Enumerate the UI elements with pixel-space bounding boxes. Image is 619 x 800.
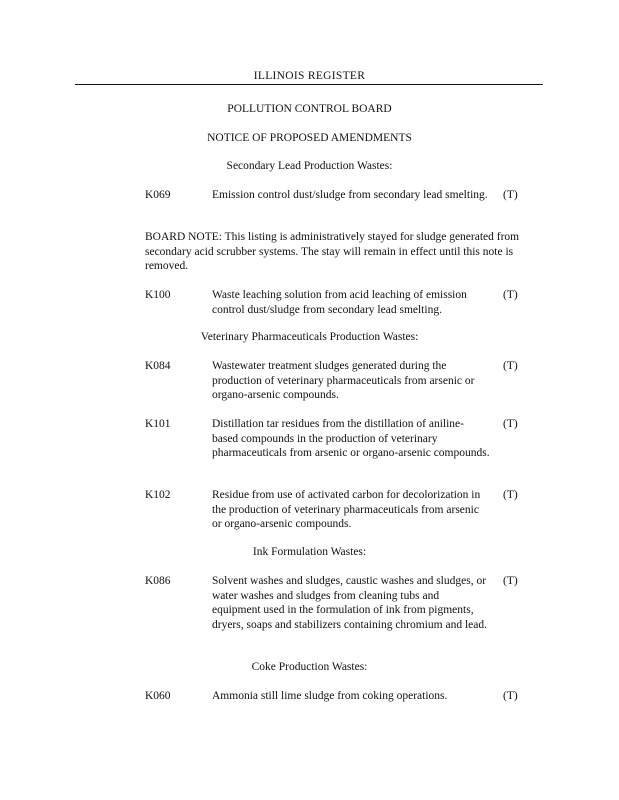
waste-code-k086: K086 [145, 575, 171, 587]
waste-code-k069: K069 [145, 189, 171, 201]
waste-class-k084: (T) [503, 360, 518, 372]
board-title: POLLUTION CONTROL BOARD [227, 103, 392, 115]
waste-class-k101: (T) [503, 418, 518, 430]
board-note: BOARD NOTE: This listing is administratively stayed for sludge generated from secondary acid scrubber systems. The stay will remain in effect until this note is removed. [145, 231, 520, 272]
header-rule [75, 84, 543, 85]
waste-desc-k102: Residue from use of activated carbon for decolorization in the production of veterinary pharmaceuticals from arsenic or organo-arsenic compounds. [212, 489, 481, 530]
waste-desc-k084: Wastewater treatment sludges generated during the production of veterinary pharmaceuticals from arsenic or organo-arsenic compounds. [212, 360, 475, 401]
section-heading-coke: Coke Production Wastes: [251, 661, 368, 673]
waste-class-k100: (T) [503, 289, 518, 301]
waste-desc-k086: Solvent washes and sludges, caustic washes and sludges, or water washes and sludges from cleaning tubs and equipment used in the formulation of ink from pigments, dryers, soaps and stabilizers containing chromium and lead. [212, 575, 487, 631]
waste-code-k084: K084 [145, 360, 171, 372]
waste-code-k060: K060 [145, 690, 171, 702]
waste-desc-k060: Ammonia still lime sludge from coking operations. [212, 690, 448, 702]
section-heading-ink: Ink Formulation Wastes: [252, 546, 367, 558]
waste-desc-k101: Distillation tar residues from the distillation of aniline-based compounds in the production of veterinary pharmaceuticals from arsenic or organo-arsenic compounds. [212, 418, 490, 459]
waste-code-k102: K102 [145, 489, 171, 501]
waste-class-k060: (T) [503, 690, 518, 702]
waste-desc-k100: Waste leaching solution from acid leaching of emission control dust/sludge from secondary lead smelting. [212, 289, 467, 316]
waste-code-k100: K100 [145, 289, 171, 301]
waste-class-k069: (T) [503, 189, 518, 201]
waste-class-k102: (T) [503, 489, 518, 501]
notice-title: NOTICE OF PROPOSED AMENDMENTS [207, 132, 412, 144]
waste-desc-k069: Emission control dust/sludge from secondary lead smelting. [212, 189, 488, 201]
waste-class-k086: (T) [503, 575, 518, 587]
waste-code-k101: K101 [145, 418, 171, 430]
register-title: ILLINOIS REGISTER [253, 70, 366, 82]
section-heading-veterinary: Veterinary Pharmaceuticals Production Wastes: [200, 331, 419, 343]
section-heading-secondary-lead: Secondary Lead Production Wastes: [226, 160, 393, 172]
